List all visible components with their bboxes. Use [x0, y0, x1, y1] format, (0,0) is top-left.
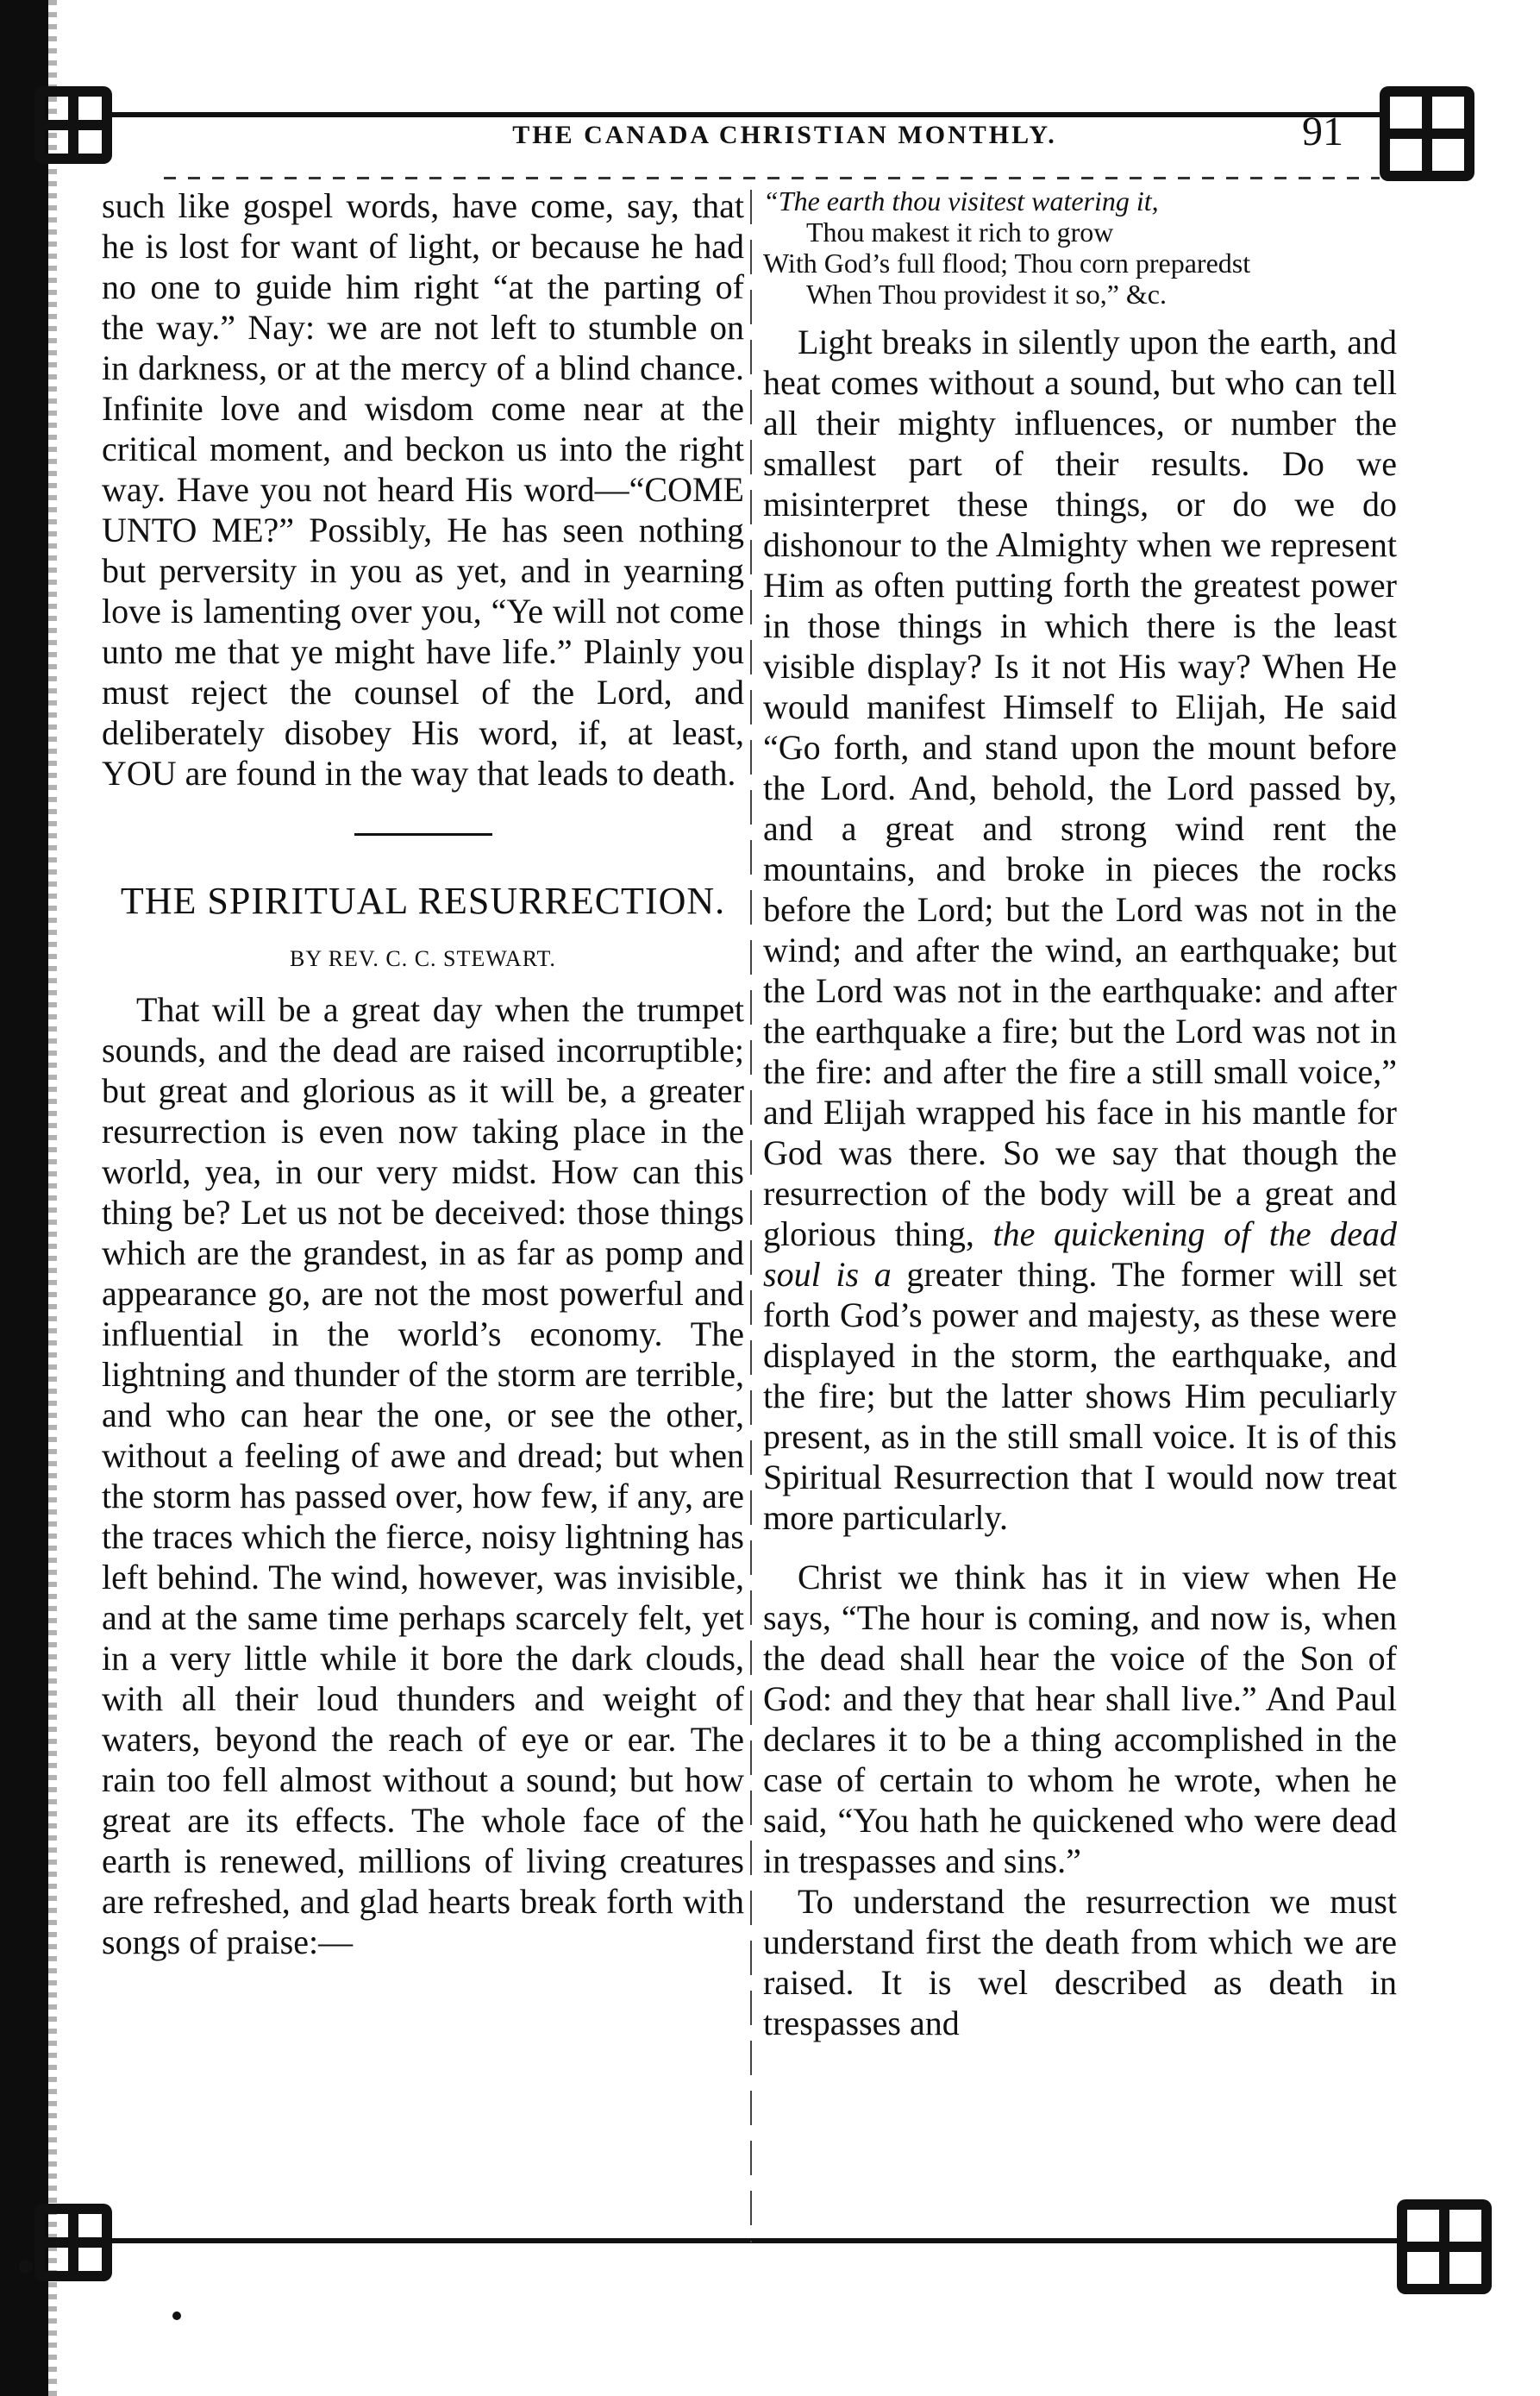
page-edge-binding — [0, 0, 48, 2396]
running-head: THE CANADA CHRISTIAN MONTHLY. — [512, 121, 1057, 149]
page-number: 91 — [1302, 109, 1343, 154]
header-dashed-rule — [164, 177, 1380, 179]
paragraph — [763, 322, 1397, 1538]
section-divider — [354, 833, 492, 836]
ink-speck — [19, 2260, 33, 2274]
paragraph: such like gospel words, have come, say, that he is lost for want of light, or because he had no one to guide him right “at the parting of the way.” Nay: we are not left to stumble on in darkness, or at the mercy of a blind chance. Infinite love and wisdom come near at the critical moment, and beckon us into the right way. Have you not heard His word—“COME UNTO ME?” Possibly, He has seen nothing but perversity in you as yet, and in yearning love is lamenting over you, “Ye will not come unto me that ye might have life.” Plainly you must reject the counsel of the Lord, and deliberately disobey His word, if, at least, YOU are found in the way that leads to death. — [102, 186, 744, 793]
poem-line: Thou makest it rich to grow — [806, 216, 1114, 248]
left-column — [102, 185, 744, 1962]
emphasis-text: the quickening of the dead soul is a — [763, 1214, 1397, 1294]
corner-ornament-bottom-left — [34, 2204, 112, 2281]
corner-ornament-top-left — [34, 86, 112, 164]
poem-line: When Thou providest it so,” &c. — [806, 279, 1167, 310]
poem-quote — [763, 185, 1397, 310]
corner-ornament-bottom-right — [1397, 2199, 1492, 2294]
paragraph: To understand the resurrection we must understand first the death from which we are raised. It is wel described as death in trespasses and — [763, 1882, 1397, 2042]
paragraph: That will be a great day when the trumpet sounds, and the dead are raised incorruptible; but great and glorious as it will be, a greater resurrection is even now taking place in the world, yea, in our very midst. How can this thing be? Let us not be deceived: those things which are the grandest, in as far as pomp and appearance go, are not the most powerful and influential in the world’s economy. The lightning and thunder of the storm are terrible, and who can hear the one, or see the other, without a feeling of awe and dread; but when the storm has passed over, how few, if any, are the traces which the fierce, noisy lightning has left behind. The wind, however, was invisible, and at the same time perhaps scarcely felt, yet in a very little while it bore the dark clouds, with all their loud thunders and weight of waters, beyond the reach of eye or ear. The rain too fell almost without a sound; but how great are its effects. The whole face of the earth is renewed, millions of living creatures are refreshed, and glad hearts break forth with songs of praise:— — [102, 990, 744, 1961]
corner-ornament-top-right — [1380, 86, 1474, 181]
poem-line: With God’s full flood; Thou corn preparedst — [763, 248, 1251, 279]
paragraph-text: greater thing. The former will set forth God’s power and majesty, as these were displayed in the storm, the earthquake, and the fire; but the latter shows Him peculiarly present, as in the still small voice. It is of this Spiritual Resurrection that I would now treat more particularly. — [763, 1255, 1397, 1537]
ink-speck — [172, 2311, 181, 2320]
article-byline: BY REV. C. C. STEWART. — [290, 946, 556, 971]
poem-line: “The earth thou visitest watering it, — [763, 185, 1159, 216]
article-title: THE SPIRITUAL RESURRECTION. — [120, 880, 726, 922]
footer-rule — [112, 2238, 1405, 2243]
header-rule — [112, 112, 1384, 117]
paragraph: Christ we think has it in view when He says, “The hour is coming, and now is, when the dead shall hear the voice of the Son of God: and they that hear shall live.” And Paul declares it to be a thing accomplished in the case of certain to whom he wrote, when he said, “You hath he quickened who were dead in trespasses and sins.” — [763, 1558, 1397, 1880]
column-divider — [750, 190, 752, 2242]
paragraph-text: Light breaks in silently upon the earth, and heat comes without a sound, but who can tell all their mighty influences, or number the smallest part of their results. Do we misinterpret these things, or do we do dishonour to the Almighty when we represent Him as often putting forth the greatest power in those things in which there is the least visible display? Is it not His way? When He would manifest Himself to Elijah, He said “Go forth, and stand upon the mount before the Lord. And, behold, the Lord passed by, and a great and strong wind rent the mountains, and broke in pieces the rocks before the Lord; but the Lord was not in the wind; and after the wind, an earthquake; but the Lord was not in the earthquake: and after the earthquake a fire; but the Lord was not in the fire: and after the fire a still small voice,” and Elijah wrapped his face in his mantle for God was there. So we say that though the resurrection of the body will be a great and glorious thing, — [763, 323, 1397, 1253]
right-column — [763, 185, 1397, 2043]
